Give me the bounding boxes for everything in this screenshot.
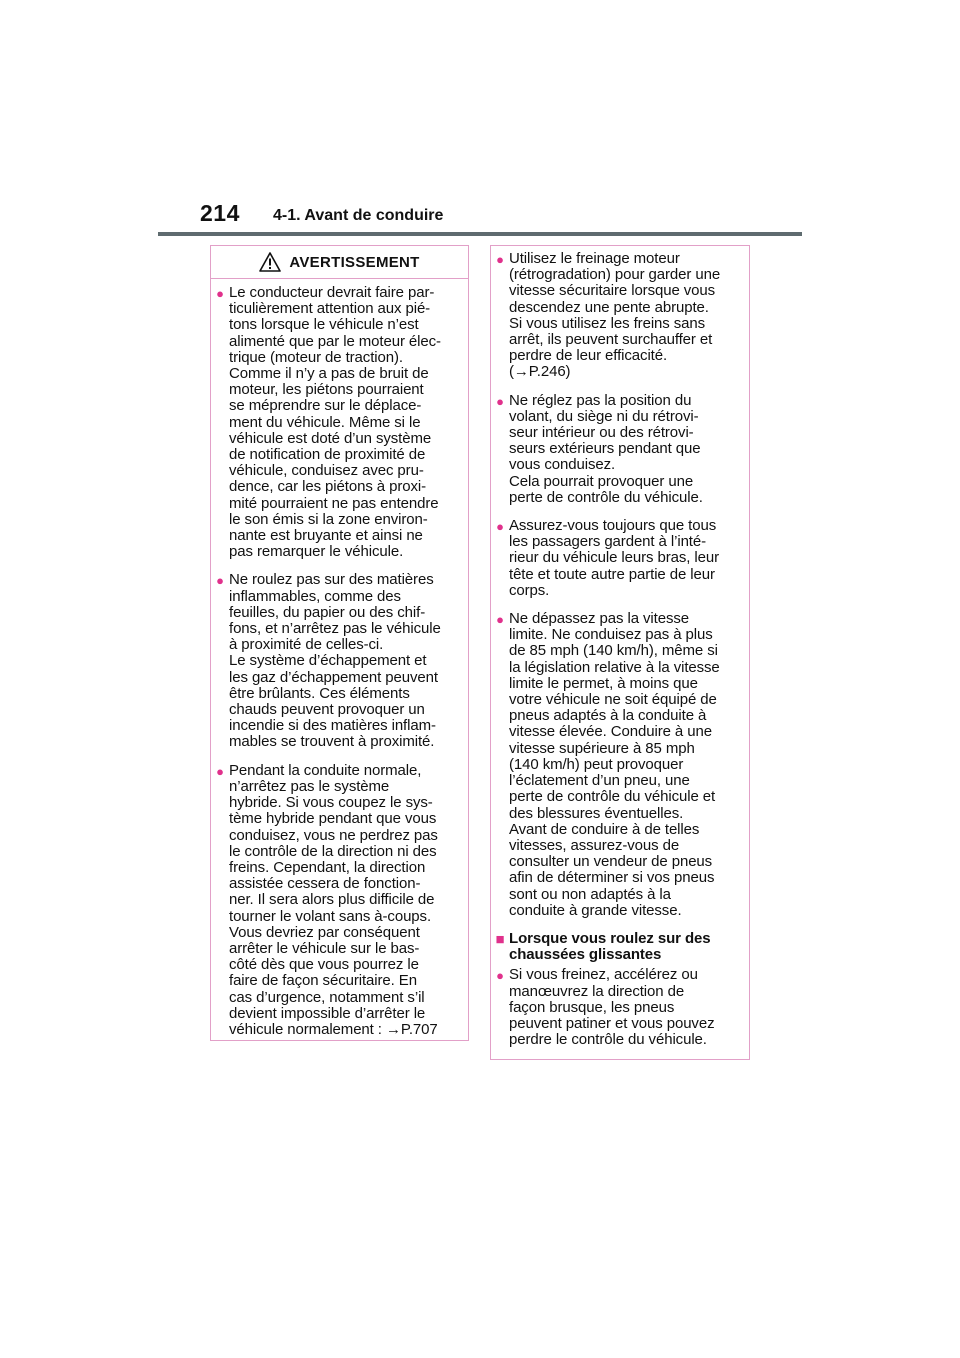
item-text: Ne dépassez pas la vitesse limite. Ne conduisez pas à plus de 85 mph (140 km/h), même si la législation relative à la vitesse limite le permet, à moins que votre véhicule ne soit équipé de pneus adaptés à la conduite à vitesse élevée. Conduire à une vitesse supérieure à 85 mph (140 km/h) peut provoquer l’éclatement d’un pneu, une perte de contrôle du véhicule et des blessures éventuelles. Avant de conduire à de telles vitesses, assurez-vous de consulter un vendeur de pneus afin de déterminer si vos pneus sont ou non adaptés à la conduite à grande vitesse.: [509, 610, 720, 919]
header-rule: [158, 232, 802, 236]
list-item: [491, 611, 741, 919]
list-item: [491, 251, 741, 381]
item-text: Assurez-vous toujours que tous les passagers gardent à l’inté- rieur du véhicule leurs bras, leur tête et toute autre partie de leur corps.: [509, 517, 720, 599]
square-bullet-icon: ■: [495, 930, 505, 948]
subheading: [491, 931, 741, 963]
item-text: Si vous freinez, accélérez ou manœuvrez la direction de façon brusque, les pneus peuvent patiner et vous pouvez perdre le contrôle du véhicule.: [509, 966, 715, 1049]
bullet-icon: ●: [496, 393, 504, 409]
section-title: 4-1. Avant de conduire: [273, 207, 444, 224]
bullet-icon: ●: [496, 252, 504, 267]
warning-title: AVERTISSEMENT: [289, 253, 420, 271]
warning-triangle-icon: [259, 252, 281, 272]
subheading-text: Lorsque vous roulez sur des chaussées glissantes: [509, 929, 711, 964]
bullet-icon: ●: [216, 286, 224, 301]
warning-header: [211, 246, 468, 279]
bullet-icon: ●: [496, 612, 504, 628]
page-number: 214: [200, 200, 240, 226]
bullet-icon: ●: [216, 763, 224, 779]
item-text: Utilisez le freinage moteur (rétrogradation) pour garder une vitesse sécuritaire lorsque vous descendez une pente abrupte. Si vous utilisez les freins sans arrêt, ils peuvent surchauffer et perdre de leur efficacité. (→P.246): [509, 250, 721, 381]
list-item: [211, 572, 460, 750]
bullet-icon: ●: [496, 519, 504, 535]
bullet-icon: ●: [216, 573, 224, 589]
list-item: [491, 393, 741, 506]
list-item: [491, 518, 741, 599]
item-text: Ne réglez pas la position du volant, du siège ni du rétrovi- seur intérieur ou des rétrovi- seurs extérieurs pendant que vous conduisez. Cela pourrait provoquer une perte de contrôle du véhicule.: [509, 391, 703, 506]
warning-box: [210, 245, 469, 1041]
bullet-icon: ●: [496, 968, 504, 984]
list-item: [211, 285, 460, 560]
item-text: Le conducteur devrait faire par- ticulièrement attention aux pié- tons lorsque le véhicule n’est alimenté que par le moteur élec- trique (moteur de traction). Comme il n’y a pas de bruit de moteur, les piétons pourraient se méprendre sur le déplace- ment du véhicule. Même si le véhicule est doté d’un système de notification de proximité de véhicule, conduisez avec pru- dence, car les piétons à proxi- mité pourraient ne pas entendre le son émis si la zone environ- nante est bruyante et ainsi ne pas remarquer le véhicule.: [229, 284, 441, 561]
warning-box-continued: [490, 245, 750, 1060]
item-text: Pendant la conduite normale, n’arrêtez pas le système hybride. Si vous coupez le sys- tème hybride pendant que vous conduisez, vous ne perdrez pas le contrôle de la direction ni des freins. Cependant, la direction assistée cessera de fonction- ner. Il sera alors plus difficile de tourner le volant sans à-coups. Vous devriez par conséquent arrêter le véhicule sur le bas- côté dès que vous pourrez le faire de façon sécuritaire. En cas d’urgence, notamment s’il devient impossible d’arrêter le véhicule normalement : →P.707: [229, 761, 438, 1038]
list-item: [211, 763, 460, 1038]
item-text: Ne roulez pas sur des matières inflammables, comme des feuilles, du papier ou des chif- fons, et n’arrêtez pas le véhicule à proximité de celles-ci. Le système d’échappement et les gaz d’échappement peuvent être brûlants. Ces éléments chauds peuvent provoquer un incendie si des matières inflam- mables se trouvent à proximité.: [229, 571, 441, 751]
list-item: [491, 967, 741, 1048]
